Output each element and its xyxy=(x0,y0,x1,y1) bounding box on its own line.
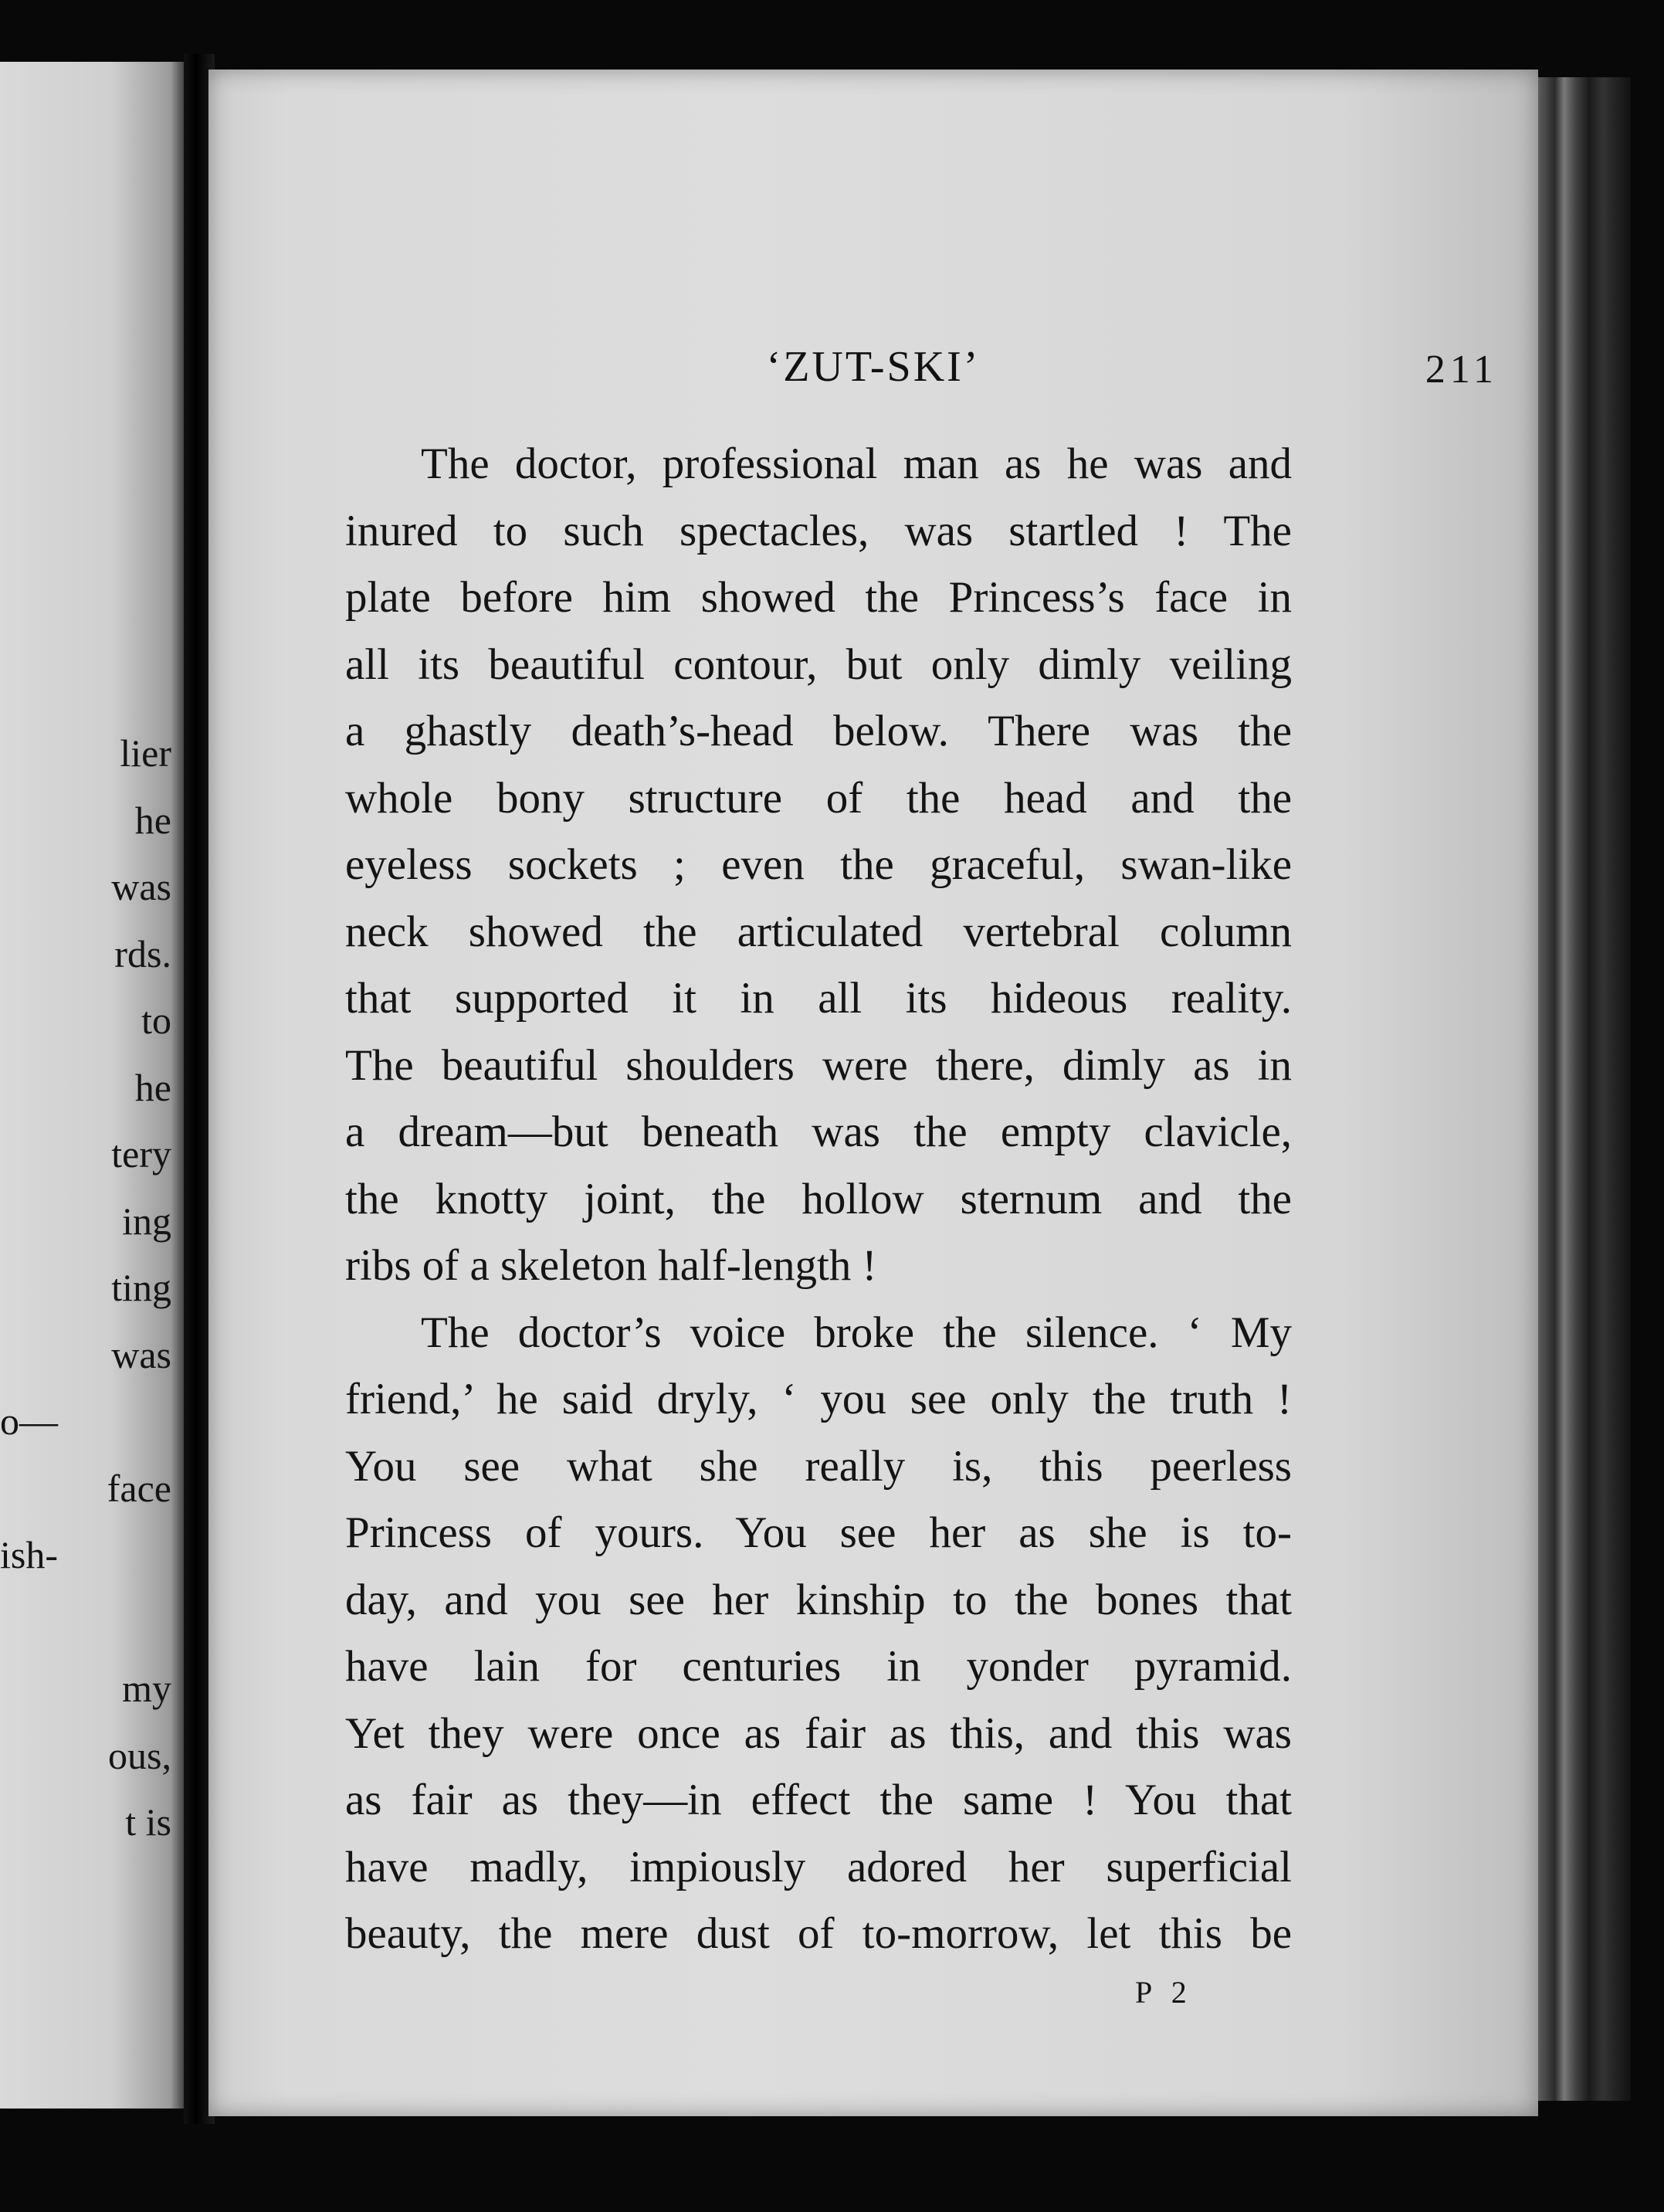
text-line: as fair as they—in effect the same ! You that xyxy=(345,1776,1292,1824)
previous-page-text-fragment: tery xyxy=(111,1132,171,1176)
text-line: You see what she really is, this peerless xyxy=(345,1441,1292,1491)
text-line: have lain for centuries in yonder pyramid. xyxy=(345,1642,1292,1691)
text-line: the knotty joint, the hollow sternum and the xyxy=(345,1174,1292,1223)
previous-page-text-fragment: ing xyxy=(122,1199,171,1243)
previous-page-text-fragment: was xyxy=(111,865,171,908)
text-line: Princess of yours. You see her as she is to- xyxy=(345,1508,1292,1557)
text-line: plate before him showed the Princess’s face in xyxy=(345,573,1292,622)
text-line: that supported it in all its hideous reality. xyxy=(345,974,1292,1023)
book-fore-edge xyxy=(1538,77,1631,2101)
signature-mark: P 2 xyxy=(1135,1975,1193,2010)
text-line: Yet they were once as fair as this, and this was xyxy=(345,1708,1292,1758)
previous-page-text-fragment: lier xyxy=(120,731,171,775)
body-text xyxy=(345,431,1292,1968)
previous-page-text-fragment: ting xyxy=(111,1266,171,1309)
book-page xyxy=(208,70,1538,2116)
text-line: eyeless sockets ; even the graceful, swan-like xyxy=(345,840,1292,889)
previous-page-text-fragment: he xyxy=(134,1065,171,1109)
text-line: The doctor’s voice broke the silence. ‘ My xyxy=(421,1308,1292,1357)
previous-page-text-fragment: ous, xyxy=(108,1733,171,1777)
previous-page-text-fragment: rds. xyxy=(114,931,171,975)
page-number: 211 xyxy=(1425,348,1498,392)
page-header xyxy=(208,332,1538,402)
text-line: The doctor, professional man as he was and xyxy=(421,439,1292,488)
previous-page-text-fragment: my xyxy=(122,1667,171,1710)
previous-page-text-fragment: he xyxy=(134,798,171,842)
text-line: a ghastly death’s-head below. There was the xyxy=(345,707,1292,755)
text-line: whole bony structure of the head and the xyxy=(345,773,1292,823)
previous-page-text-fragment: to xyxy=(141,999,171,1042)
text-line: The beautiful shoulders were there, dimly as in xyxy=(345,1040,1292,1090)
previous-page-text-fragment: face xyxy=(107,1466,171,1510)
text-line: beauty, the mere dust of to-morrow, let this be xyxy=(345,1909,1292,1958)
previous-page-edge xyxy=(0,62,185,2109)
text-line: neck showed the articulated vertebral column xyxy=(345,907,1292,956)
text-line: day, and you see her kinship to the bones that xyxy=(345,1575,1292,1624)
text-line: all its beautiful contour, but only dimly veiling xyxy=(345,640,1292,689)
text-line: have madly, impiously adored her superficial xyxy=(345,1842,1292,1891)
previous-page-text-fragment: o— xyxy=(0,1399,58,1443)
previous-page-text-fragment: t is xyxy=(125,1800,171,1844)
text-line: inured to such spectacles, was startled ! The xyxy=(345,506,1292,555)
previous-page-text-fragment: ish- xyxy=(0,1533,58,1576)
text-line: ribs of a skeleton half-length ! xyxy=(345,1241,877,1290)
running-title: ‘ZUT-SKI’ xyxy=(766,343,981,391)
text-line: a dream—but beneath was the empty clavicle, xyxy=(345,1108,1292,1156)
previous-page-text-fragment: was xyxy=(111,1332,171,1376)
text-line: friend,’ he said dryly, ‘ you see only the truth ! xyxy=(345,1375,1292,1423)
